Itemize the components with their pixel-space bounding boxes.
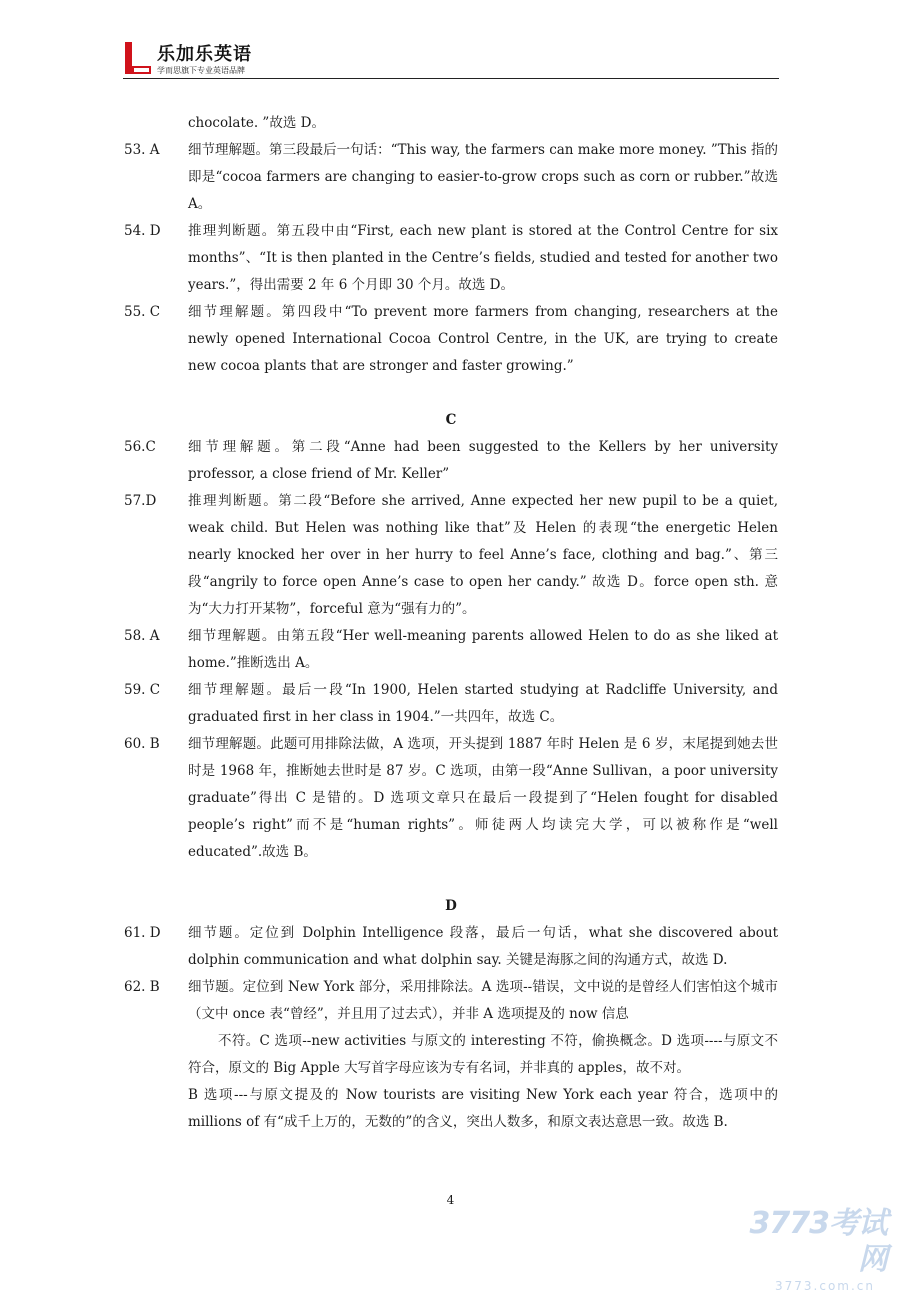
answer-number: 53. A [124,142,160,158]
answer-number: 54. D [124,223,161,239]
section-heading-c: C [445,412,457,428]
answer-explanation: 细节理解题。第三段最后一句话：“This way, the farmers can make more money. ”This 指的即是“cocoa farmers are changing to easier-to-grow crops such as corn or rubber.”故选 A。 [188,142,778,212]
site-watermark [727,1206,887,1293]
answer-number: 57.D [124,493,157,509]
answer-item-60 [124,731,778,866]
answer-explanation: 细节理解题。最后一段“In 1900, Helen started studying at Radcliffe University, and graduated first in her class in 1904.”一共四年，故选 C。 [188,682,778,725]
section-heading-d: D [445,898,457,914]
answer-number: 58. A [124,628,160,644]
answer-number: 55. C [124,304,161,320]
answer-item-62 [124,974,778,1028]
answer-explanation: 细节题。定位到 New York 部分，采用排除法。A 选项--错误，文中说的是曾经人们害怕这个城市（文中 once 表“曾经”，并且用了过去式），并非 A 选项提及的 now 信息 [188,979,778,1022]
answer-item-61 [124,920,778,974]
answer-explanation: 推理判断题。第二段“Before she arrived, Anne expected her new pupil to be a quiet, weak child. But Helen was nothing like that”及 Helen 的表现“the energetic Helen nearly knocked her over in her hurry to feel Anne’s face, clothing and bag.”、第三段“angrily to force open Anne’s case to open her candy.” 故选 D。force open sth. 意为“大力打开某物”，forceful 意为“强有力的”。 [188,493,778,617]
answer-item-54 [124,218,778,299]
answer-explanation: 细节理解题。第二段“Anne had been suggested to the Kellers by her university professor, a close friend of Mr. Keller” [188,439,778,482]
answer-number: 60. B [124,736,160,752]
answer-number: 62. B [124,979,160,995]
answer-explanation: 细节理解题。由第五段“Her well-meaning parents allowed Helen to do as she liked at home.”推断选出 A。 [188,628,778,671]
answer-number: 61. D [124,925,161,941]
answer-number: 59. C [124,682,161,698]
answer-item-58 [124,623,778,677]
answer-explanation: 细节理解题。此题可用排除法做，A 选项，开头提到 1887 年时 Helen 是 6 岁，末尾提到她去世时是 1968 年，推断她去世时是 87 岁。C 选项，由第一段“Anne Sullivan，a poor university graduate”得出 C 是错的。D 选项文章只在最后一段提到了“Helen fought for disabled people’s right”而不是“human rights”。师徒两人均读完大学，可以被称作是“well educated”.故选 B。 [188,736,778,860]
answer-explanation: 推理判断题。第五段中由“First, each new plant is stored at the Control Centre for six months”、“It is then planted in the Centre’s fields, studied and tested for another two years.”，得出需要 2 年 6 个月即 30 个月。故选 D。 [188,223,778,293]
continued-line: chocolate. ”故选 D。 [188,115,325,131]
answer-item-62-continuation: B 选项---与原文提及的 Now tourists are visiting New York each year 符合，选项中的 millions of 有“成千上万的，无数的”的含义，突出人数多，和原文表达意思一致。故选 B. [188,1087,778,1130]
watermark-logo: 3773考试网 [749,1206,887,1277]
answer-item-62-continuation: 不符。C 选项--new activities 与原文的 interesting 不符，偷换概念。D 选项----与原文不符合，原文的 Big Apple 大写首字母应该为专有名词，并非真的 apples，故不对。 [188,1033,778,1076]
page-number: 4 [446,1193,455,1207]
brand-logo-icon [123,42,153,76]
answer-item-53 [124,137,778,218]
answer-explanation: 细节理解题。第四段中“To prevent more farmers from changing, researchers at the newly opened International Cocoa Control Centre, in the UK, are trying to create new cocoa plants that are stronger and faster growing.” [188,304,778,374]
brand-tagline: 学而思旗下专业英语品牌 [157,66,245,75]
answer-item-56 [124,434,778,488]
answer-number: 56.C [124,439,156,455]
answer-item-59 [124,677,778,731]
watermark-url: 3773.com.cn [775,1279,875,1293]
answer-item-57 [124,488,778,623]
answer-explanation: 细节题。定位到 Dolphin Intelligence 段落，最后一句话，what she discovered about dolphin communication and what dolphin say. 关键是海豚之间的沟通方式，故选 D. [188,925,778,968]
answer-item-55 [124,299,778,380]
answer-explanations [124,110,778,1136]
page-header [123,40,779,80]
brand-name: 乐加乐英语 [157,44,252,65]
header-divider [123,78,779,79]
